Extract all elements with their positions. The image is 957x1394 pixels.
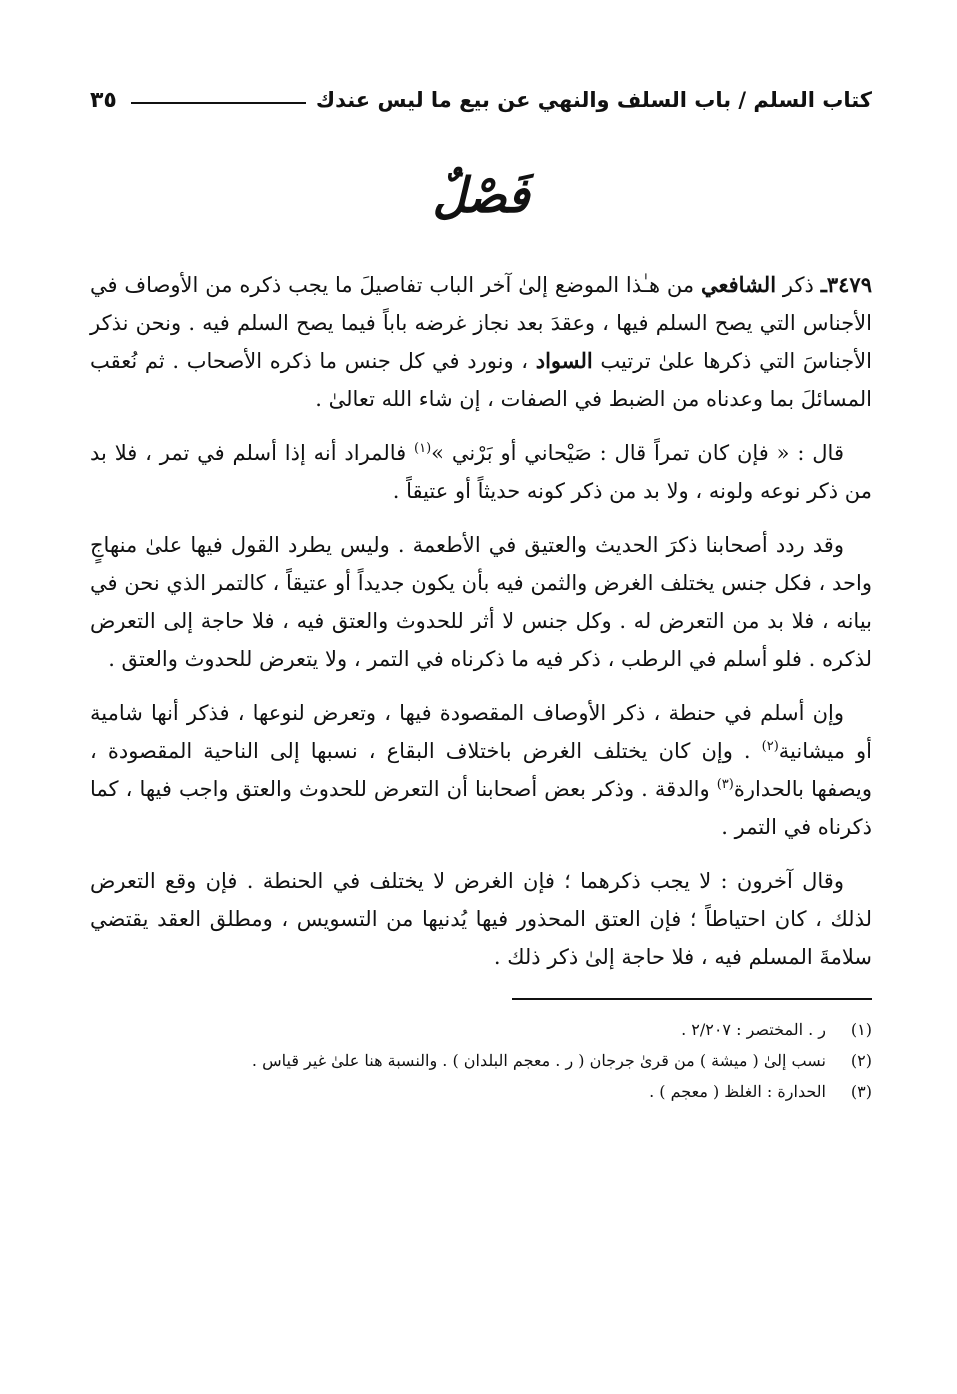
scholar-name: الشافعي <box>700 272 777 297</box>
paragraph-text: وقد ردد أصحابنا ذكرَ الحديث والعتيق في الأطعمة . وليس يطرد القول فيها علىٰ منهاجٍ واحد ، فكل جنس يختلف الغرض والثمن فيه بأن يكون جديداً أو عتيقاً ، كالتمر الذي نحن في بيانه ، فلا بد من التعرض له . وكل جنس لا أثر للحدوث والعتق فيه ، فلا حاجة إلى التعرض لذكره . فلو أسلم في الرطب ، ذكر فيه ما ذكرناه في التمر ، ولا يتعرض للحدوث والعتق . <box>90 533 872 671</box>
paragraph-text: من هـٰذا الموضع إلىٰ آخر الباب تفاصيلَ ما يجب ذكره من الأوصاف في الأجناس التي يصح السلم فيها ، وعقدَ بعد نجاز غرضه باباً فيما يصح السلم فيه . ونحن نذكر الأجناسَ التي ذكرها علىٰ ترتيب <box>90 273 872 373</box>
footnote-item <box>90 1045 872 1076</box>
running-header <box>90 78 872 122</box>
paragraph-issue-3479 <box>90 266 872 418</box>
paragraph-new-old <box>90 526 872 678</box>
paragraph-text: وقال آخرون : لا يجب ذكرهما ؛ فإن الغرض لا يختلف في الحنطة . فإن وقع التعرض لذلك ، كان احتياطاً ؛ فإن العتق المحذور فيها يُدنيها من التسويس ، ومطلق العقد يقتضي سلامةَ المسلم فيه ، فلا حاجة إلىٰ ذكر ذلك . <box>90 869 872 969</box>
header-rule <box>131 102 306 104</box>
footnote-number: (١) <box>850 1020 872 1039</box>
paragraph-wheat <box>90 694 872 846</box>
paragraph-text: قال : « فإن كان تمراً قال : صَيْحاني أو بَرْني » <box>431 441 844 465</box>
section-heading-text: فَصْلٌ <box>432 166 530 224</box>
footnote-text: نسب إلىٰ ( ميشة ) من قرىٰ جرجان ( ر . معجم البلدان ) . والنسبة هنا علىٰ غير قياس . <box>251 1051 826 1070</box>
footnote-separator <box>512 998 872 1000</box>
footnote-number: (٣) <box>850 1082 872 1101</box>
paragraph-text: فالمراد أنه إذا أسلم في تمر ، فلا بد من ذكر نوعه ولونه ، ولا بد من ذكر كونه حديثاً أو عتيقاً . <box>90 441 872 503</box>
page-number: ٣٥ <box>90 87 117 113</box>
footnote-item <box>90 1014 872 1045</box>
footnote-text: الحدارة : الغلظ ( معجم ) . <box>649 1082 826 1101</box>
header-title: كتاب السلم / باب السلف والنهي عن بيع ما ليس عندك <box>315 88 872 112</box>
footnote-number: (٢) <box>850 1051 872 1070</box>
paragraph-text: . وإن كان يختلف الغرض باختلاف البقاع ، نسبها إلى الناحية المقصودة ، ويصفها بالحدارة <box>90 739 872 801</box>
issue-number: ٣٤٧٩ـ <box>820 272 872 297</box>
paragraph-text: ذكر <box>776 273 821 297</box>
book-name: السواد <box>535 348 593 373</box>
paragraph-text: والدقة . وذكر بعض أصحابنا أن التعرض للحدوث والعتق واجب فيها ، كما ذكرناه في التمر . <box>90 777 872 839</box>
paragraph-quote-dates <box>90 434 872 510</box>
paragraph-text: ، ونورد في كل جنس ما ذكره الأصحاب . ثم نُعقب المسائلَ بما وعدناه من الضبط في الصفات ، إن شاء الله تعالىٰ . <box>90 349 872 411</box>
footnote-ref-3[interactable]: (٣) <box>716 777 734 792</box>
paragraph-others-view <box>90 862 872 976</box>
footnotes <box>90 1014 872 1107</box>
section-heading <box>90 168 872 238</box>
footnote-ref-2[interactable]: (٢) <box>761 739 779 754</box>
footnote-item <box>90 1076 872 1107</box>
footnote-text: ر . المختصر : ٢/٢٠٧ . <box>681 1020 826 1039</box>
paragraph-text: وإن أسلم في حنطة ، ذكر الأوصاف المقصودة فيها ، وتعرض لنوعها ، فذكر أنها شامية أو ميشانية <box>90 701 872 763</box>
footnote-ref-1[interactable]: (١) <box>414 441 432 456</box>
book-page <box>90 78 872 1368</box>
main-text <box>90 266 872 976</box>
